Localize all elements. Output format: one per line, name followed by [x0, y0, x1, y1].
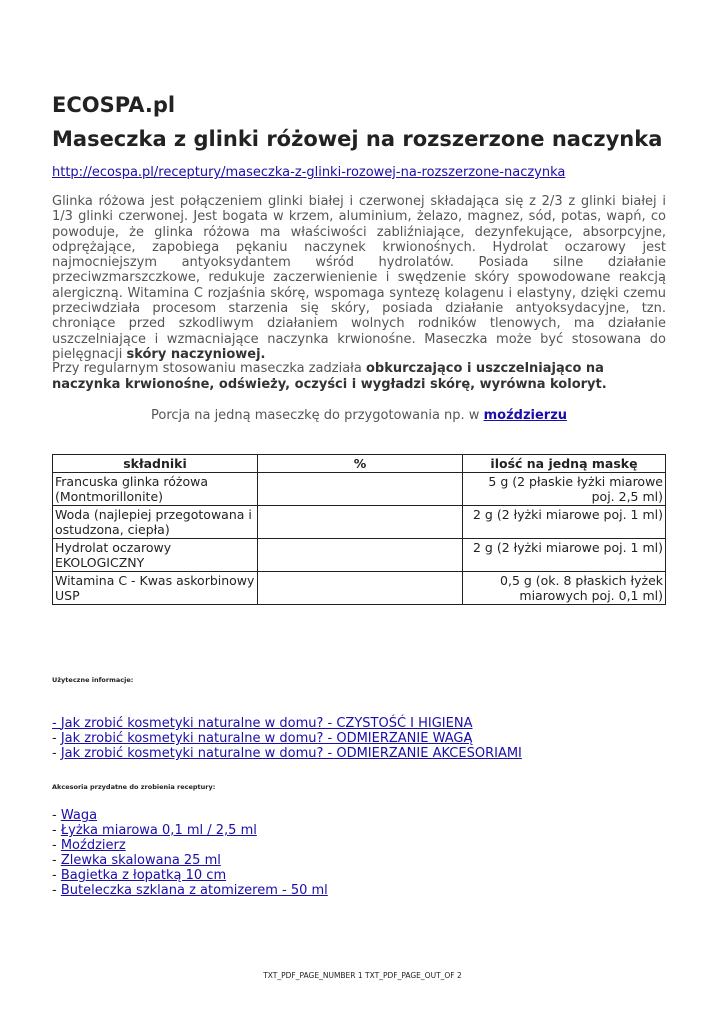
mortar-link[interactable]: moździerzu [483, 408, 568, 423]
useful-link-hygiene[interactable] [52, 716, 472, 731]
table-header-row [53, 455, 666, 473]
page-footer: TXT_PDF_PAGE_NUMBER 1 TXT_PDF_PAGE_OUT_OF 2 [263, 971, 462, 980]
list-item [52, 808, 328, 823]
description-text: Glinka różowa jest połączeniem glinki białej i czerwonej składająca się z 2/3 z glinki białej i 1/3 glinki czerwonej. Jest bogata w krzem, aluminium, żelazo, magnez, sód, potas, wapń, co powoduje, że glinka różowa ma właściwości zabliźniające, dezynfekujące, absorpcyjne, odprężające, zapobiega pękaniu naczynek krwionośnych. Hydrolat oczarowy jest najmocniejszym antyoksydantem wśród hydrolatów. Posiada silne działanie przeciwzmarszczkowe, redukuje zaczerwienienie i swędzenie skóry spowodowane reakcją alergiczną. Witamina C rozjaśnia skórę, wspomaga syntezę kolagenu i elastyny, dzięki czemu przeciwdziała procesom starzenia się skóry, posiada działanie antyoksydacyjne, tzn. chroniące przed szkodliwym działaniem wolnych rodników tlenowych, ma działanie uszczelniające i wzmacniające naczynka krwionośne. Maseczka może być stosowana do pielęgnacji [52, 194, 666, 362]
description-paragraph [52, 194, 666, 362]
portion-text: Porcja na jedną maseczkę do przygotowania np. w [150, 408, 480, 423]
useful-info-heading: Użyteczne informacje: [52, 676, 134, 684]
link-label: Jak zrobić kosmetyki naturalne w domu? - CZYSTOŚĆ I HIGIENA [60, 716, 473, 731]
ingredient-cell: Hydrolat oczarowy EKOLOGICZNY [53, 539, 258, 572]
table-row [53, 539, 666, 572]
list-dash: - [52, 731, 61, 746]
list-dash: - [52, 823, 61, 838]
list-dash: - [52, 746, 61, 761]
accessory-link-spatula[interactable]: Bagietka z łopatką 10 cm [60, 868, 227, 883]
list-item [52, 868, 328, 883]
header-amount: ilość na jedną maskę [463, 455, 666, 473]
percent-cell [258, 506, 463, 539]
description-bold: skóry naczyniowej. [126, 346, 266, 362]
header-percent: % [258, 455, 463, 473]
accessories-list [52, 808, 328, 898]
amount-cell: 5 g (2 płaskie łyżki miarowe poj. 2,5 ml) [463, 473, 666, 506]
header-ingredients: składniki [53, 455, 258, 473]
ingredient-cell: Francuska glinka różowa (Montmorillonite) [53, 473, 258, 506]
table-row [53, 572, 666, 605]
source-url-link[interactable]: http://ecospa.pl/receptury/maseczka-z-glinki-rozowej-na-rozszerzone-naczynka [52, 165, 566, 180]
useful-link-scale[interactable]: Jak zrobić kosmetyki naturalne w domu? - ODMIERZANIE WAGĄ [60, 731, 473, 746]
effect-text: Przy regularnym stosowaniu maseczka zadziała [52, 361, 362, 376]
list-item [52, 853, 328, 868]
amount-cell: 0,5 g (ok. 8 płaskich łyżek miarowych poj. 0,1 ml) [463, 572, 666, 605]
list-item [52, 746, 522, 761]
list-dash: - [52, 838, 61, 853]
accessory-link-scale[interactable]: Waga [60, 808, 98, 823]
useful-link-accessories[interactable]: Jak zrobić kosmetyki naturalne w domu? - ODMIERZANIE AKCESORIAMI [60, 746, 522, 761]
page-title: Maseczka z glinki różowej na rozszerzone naczynka [52, 127, 663, 151]
list-dash: - [52, 883, 61, 898]
list-item [52, 716, 522, 731]
percent-cell [258, 539, 463, 572]
accessory-link-spoon[interactable]: Łyżka miarowa 0,1 ml / 2,5 ml [60, 823, 257, 838]
list-item [52, 731, 522, 746]
list-dash: - [52, 853, 61, 868]
link-prefix: - [52, 716, 61, 731]
list-item [52, 823, 328, 838]
accessory-link-beaker[interactable]: Zlewka skalowana 25 ml [60, 853, 221, 868]
accessory-link-bottle[interactable]: Buteleczka szklana z atomizerem - 50 ml [60, 883, 328, 898]
list-item [52, 883, 328, 898]
useful-links-list [52, 716, 522, 761]
effect-bold: obkurczająco i uszczelniająco na naczynka krwionośne, odświeży, oczyści i wygładzi skórę, wyrówna koloryt. [52, 361, 607, 392]
effect-paragraph [52, 361, 666, 393]
table-row [53, 506, 666, 539]
table-row [53, 473, 666, 506]
accessory-link-mortar[interactable]: Moździerz [60, 838, 126, 853]
amount-cell: 2 g (2 łyżki miarowe poj. 1 ml) [463, 506, 666, 539]
ingredient-cell: Woda (najlepiej przegotowana i ostudzona, ciepła) [53, 506, 258, 539]
site-name: ECOSPA.pl [52, 93, 176, 117]
portion-line [52, 408, 666, 423]
ingredient-cell: Witamina C - Kwas askorbinowy USP [53, 572, 258, 605]
list-item [52, 838, 328, 853]
list-dash: - [52, 808, 61, 823]
list-dash: - [52, 868, 61, 883]
ingredients-table [52, 454, 666, 605]
amount-cell: 2 g (2 łyżki miarowe poj. 1 ml) [463, 539, 666, 572]
percent-cell [258, 572, 463, 605]
accessories-heading: Akcesoria przydatne do zrobienia receptury: [52, 783, 216, 791]
percent-cell [258, 473, 463, 506]
